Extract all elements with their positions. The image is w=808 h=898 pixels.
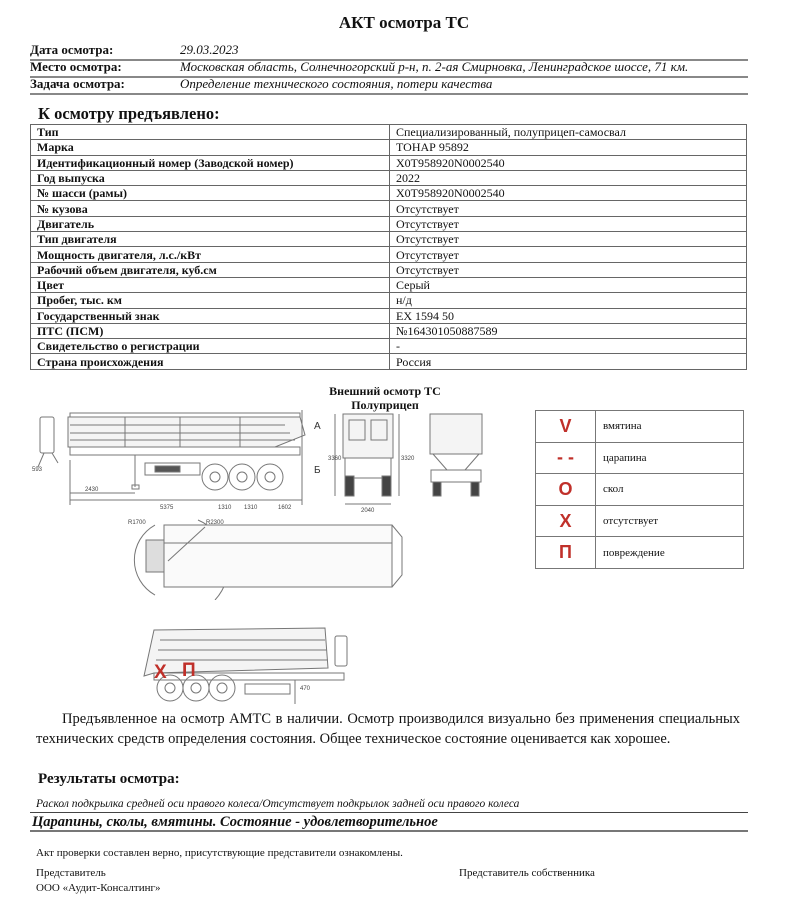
trailer-damage-side-view-drawing — [130, 618, 390, 708]
property-key: ПТС (ПСМ) — [31, 323, 390, 338]
property-value: Отсутствует — [390, 247, 747, 262]
meta-value: Определение технического состояния, потери качества — [180, 76, 493, 91]
property-key: Пробег, тыс. км — [31, 293, 390, 308]
table-row — [31, 186, 747, 201]
dimension-label: 593 — [32, 467, 43, 473]
meta-label: Место осмотра: — [30, 59, 122, 74]
property-value: Отсутствует — [390, 201, 747, 216]
presented-heading: К осмотру предъявлено: — [38, 104, 220, 123]
property-key: Мощность двигателя, л.с./кВт — [31, 247, 390, 262]
property-value: X0T958920N0002540 — [390, 155, 747, 170]
property-value: Отсутствует — [390, 216, 747, 231]
scratch-icon: - - — [536, 442, 596, 474]
property-key: Цвет — [31, 277, 390, 292]
meta-label: Задача осмотра: — [30, 76, 125, 91]
results-condition-line: Царапины, сколы, вмятины. Состояние - удовлетворительное — [30, 813, 748, 832]
table-row — [31, 216, 747, 231]
diagram-title-line2: Полуприцеп — [351, 398, 419, 412]
view-label-b: Б — [314, 465, 321, 476]
document-title: АКТ осмотра ТС — [338, 13, 470, 32]
meta-block — [30, 44, 748, 95]
property-key: Год выпуска — [31, 170, 390, 185]
property-value: X0T958920N0002540 — [390, 186, 747, 201]
table-row — [31, 125, 747, 140]
table-row — [31, 170, 747, 185]
legend-row — [536, 537, 744, 569]
dimension-label: 3320 — [401, 456, 415, 462]
legend-row — [536, 411, 744, 443]
trailer-top-view-drawing — [120, 515, 410, 600]
property-key: Рабочий объем двигателя, куб.см — [31, 262, 390, 277]
missing-icon: Х — [536, 505, 596, 537]
property-value: Специализированный, полуприцеп-самосвал — [390, 125, 747, 140]
footer-rep-left-title: Представитель — [36, 867, 106, 879]
table-row — [31, 262, 747, 277]
dimension-label: R2300 — [206, 520, 224, 526]
trailer-front-rear-views-drawing — [325, 410, 495, 515]
footer-statement: Акт проверки составлен верно, присутствующие представители ознакомлены. — [36, 847, 403, 859]
property-key: Идентификационный номер (Заводской номер) — [31, 155, 390, 170]
dimension-label: 1310 — [244, 505, 258, 511]
property-value: ТОНАР 95892 — [390, 140, 747, 155]
property-key: Тип двигателя — [31, 232, 390, 247]
table-row — [31, 155, 747, 170]
dimension-label: 3360 — [328, 456, 342, 462]
property-key: Свидетельство о регистрации — [31, 339, 390, 354]
table-row — [31, 339, 747, 354]
footer-rep-left-org: ООО «Аудит-Консалтинг» — [36, 882, 161, 894]
table-row — [31, 140, 747, 155]
property-key: Государственный знак — [31, 308, 390, 323]
results-heading: Результаты осмотра: — [38, 771, 180, 787]
property-value: Россия — [390, 354, 747, 369]
meta-value: Московская область, Солнечногорский р-н, п. 2-ая Смирновка, Ленинградское шоссе, 71 км. — [180, 59, 689, 74]
property-value: н/д — [390, 293, 747, 308]
property-value: Серый — [390, 277, 747, 292]
property-value: 2022 — [390, 170, 747, 185]
diagram-title-line1: Внешний осмотр ТС — [329, 384, 441, 398]
table-row — [31, 308, 747, 323]
dimension-label: 1310 — [218, 505, 232, 511]
table-row — [31, 247, 747, 262]
damage-mark-missing-icon: Х — [154, 662, 167, 683]
vehicle-properties-table — [30, 124, 747, 370]
table-row — [31, 293, 747, 308]
dimension-label: 1602 — [278, 505, 292, 511]
property-key: № шасси (рамы) — [31, 186, 390, 201]
meta-row-task — [30, 78, 748, 95]
table-row — [31, 201, 747, 216]
property-value: Отсутствует — [390, 232, 747, 247]
results-detail-line: Раскол подкрылка средней оси правого колеса/Отсутствует подкрылок задней оси правого колеса — [30, 796, 748, 813]
footer-rep-right-title: Представитель собственника — [459, 867, 595, 879]
table-row — [31, 354, 747, 369]
legend-label: царапина — [596, 442, 744, 474]
property-value: №164301050887589 — [390, 323, 747, 338]
table-row — [31, 277, 747, 292]
legend-row — [536, 505, 744, 537]
property-key: Тип — [31, 125, 390, 140]
property-key: Марка — [31, 140, 390, 155]
legend-row — [536, 474, 744, 506]
property-key: Двигатель — [31, 216, 390, 231]
legend-label: отсутствует — [596, 505, 744, 537]
view-label-a: А — [314, 421, 321, 432]
dimension-label: 2430 — [85, 487, 99, 493]
damage-legend-table — [535, 410, 744, 569]
legend-label: вмятина — [596, 411, 744, 443]
dimension-label: 2040 — [361, 508, 375, 514]
dimension-label: R1700 — [128, 520, 146, 526]
table-row — [31, 323, 747, 338]
property-value: - — [390, 339, 747, 354]
table-row — [31, 232, 747, 247]
legend-label: скол — [596, 474, 744, 506]
property-key: Страна происхождения — [31, 354, 390, 369]
property-value: ЕХ 1594 50 — [390, 308, 747, 323]
property-key: № кузова — [31, 201, 390, 216]
inspection-summary-paragraph: Предъявленное на осмотр АМТС в наличии. Осмотр производился визуально без применения специальных технических средств определения состояния. Общее техническое состояние оценивается как хорошее. — [36, 711, 740, 747]
chip-icon: О — [536, 474, 596, 506]
legend-row — [536, 442, 744, 474]
legend-label: повреждение — [596, 537, 744, 569]
meta-value: 29.03.2023 — [180, 42, 239, 57]
dent-icon: V — [536, 411, 596, 443]
dimension-label: 470 — [300, 686, 311, 692]
property-value: Отсутствует — [390, 262, 747, 277]
damage-icon: П — [536, 537, 596, 569]
damage-mark-damage-icon: П — [182, 660, 196, 681]
trailer-side-view-drawing — [30, 405, 330, 515]
dimension-label: 5375 — [160, 505, 174, 511]
meta-label: Дата осмотра: — [30, 42, 114, 57]
